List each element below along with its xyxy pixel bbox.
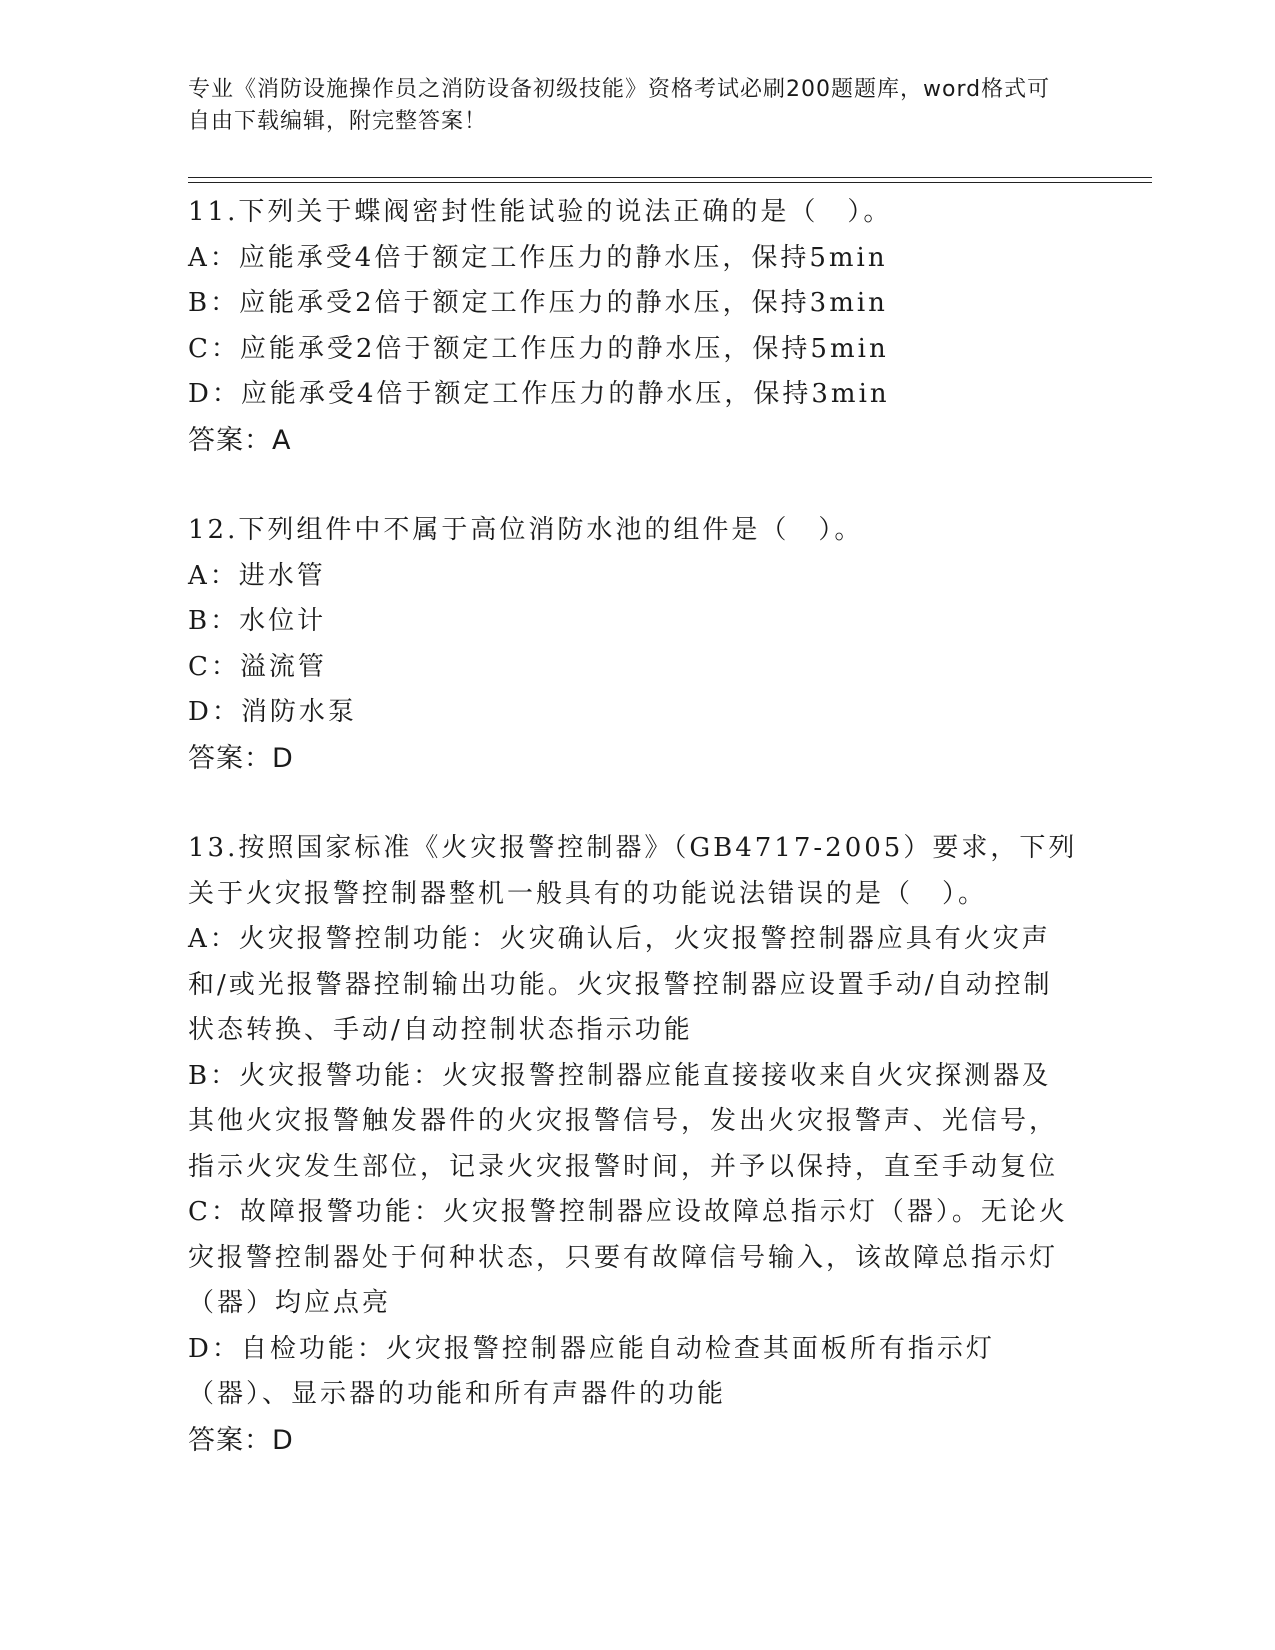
option-a: A：应能承受4倍于额定工作压力的静水压，保持5min <box>188 242 888 273</box>
answer: 答案：A <box>188 424 292 456</box>
option-d: D：消防水泵 <box>188 697 357 727</box>
option-a: A：进水管 <box>188 560 326 591</box>
header-divider-bottom <box>188 182 1152 183</box>
option-d: D：自检功能：火灾报警控制器应能自动检查其面板所有指示灯（器）、显示器的功能和所有声器件的功能 <box>188 1333 995 1409</box>
question-11 <box>188 190 1078 463</box>
option-c: C：应能承受2倍于额定工作压力的静水压，保持5min <box>188 333 889 364</box>
document-header: 专业《消防设施操作员之消防设备初级技能》资格考试必刷200题题库，word格式可自由下载编辑，附完整答案！ <box>188 77 1051 134</box>
option-c: C：故障报警功能：火灾报警控制器应设故障总指示灯（器）。无论火灾报警控制器处于何种状态，只要有故障信号输入，该故障总指示灯（器）均应点亮 <box>188 1197 1068 1318</box>
answer: 答案：D <box>188 1424 294 1456</box>
option-b: B：应能承受2倍于额定工作压力的静水压，保持3min <box>188 288 888 318</box>
option-b: B：水位计 <box>188 606 327 636</box>
question-list <box>188 190 1078 1463</box>
question-stem: 11.下列关于蝶阀密封性能试验的说法正确的是（ ）。 <box>188 197 893 227</box>
option-b: B：火灾报警功能：火灾报警控制器应能直接接收来自火灾探测器及其他火灾报警触发器件的火灾报警信号，发出火灾报警声、光信号，指示火灾发生部位，记录火灾报警时间，并予以保持，直至手动复位 <box>188 1060 1059 1182</box>
question-stem: 12.下列组件中不属于高位消防水池的组件是（ ）。 <box>188 515 864 545</box>
answer: 答案：D <box>188 742 294 774</box>
question-stem: 13.按照国家标准《火灾报警控制器》（GB4717-2005）要求，下列关于火灾报警控制器整机一般具有的功能说法错误的是（ ）。 <box>188 833 1078 909</box>
question-13 <box>188 826 1078 1463</box>
option-c: C：溢流管 <box>188 651 327 682</box>
question-12 <box>188 508 1078 781</box>
option-a: A：火灾报警控制功能：火灾确认后，火灾报警控制器应具有火灾声和/或光报警器控制输出功能。火灾报警控制器应设置手动/自动控制状态转换、手动/自动控制状态指示功能 <box>188 924 1053 1045</box>
header-divider-top <box>188 177 1152 178</box>
option-d: D：应能承受4倍于额定工作压力的静水压，保持3min <box>188 379 890 409</box>
